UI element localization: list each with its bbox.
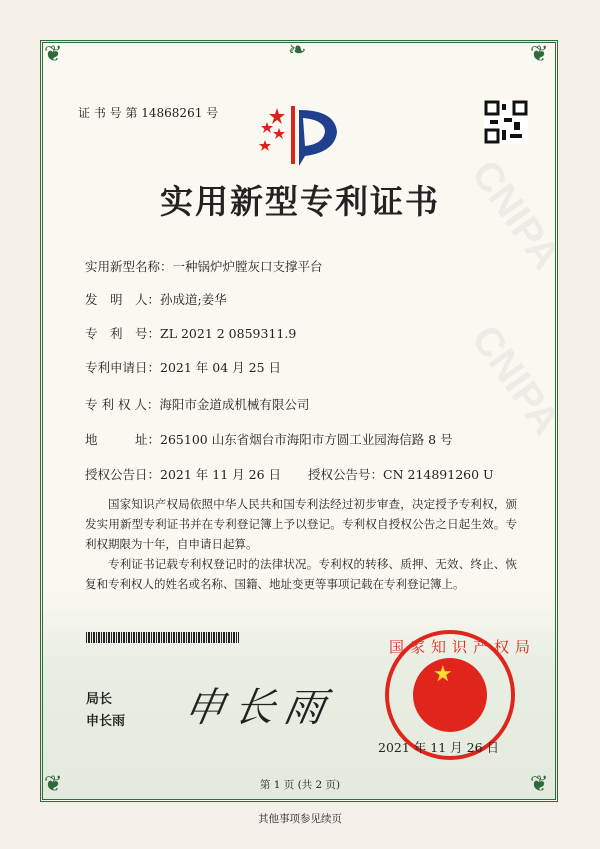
- field-label: 专利申请日：: [85, 360, 161, 375]
- cnipa-logo-icon: [255, 100, 350, 170]
- field-label: 授权公告号：: [308, 467, 384, 482]
- field-label: 地 址：: [85, 432, 161, 447]
- field-grant-date: [85, 465, 281, 483]
- star-icon: ★: [433, 662, 453, 687]
- field-inventor: [85, 290, 227, 308]
- field-label: 专 利 权 人：: [85, 397, 160, 412]
- field-label: 发 明 人：: [85, 292, 161, 307]
- legal-status-statement: 专利证书记载专利权登记时的法律状况。专利权的转移、质押、无效、终止、恢复和专利权人的姓名或名称、国籍、地址变更等事项记载在专利登记簿上。: [85, 557, 517, 591]
- field-value: 265100 山东省烟台市海阳市方圆工业园海信路 8 号: [160, 432, 453, 447]
- field-value: CN 214891260 U: [383, 467, 494, 482]
- watermark: CNIPA: [462, 152, 569, 278]
- grant-statement: 国家知识产权局依照中华人民共和国专利法经过初步审查，决定授予专利权，颁发实用新型专利证书并在专利登记簿上予以登记。专利权自授权公告之日起生效。专利权期限为十年，自申请日起算。: [85, 497, 517, 551]
- director-name: 申长雨: [86, 714, 126, 729]
- field-value: 2021 年 11 月 26 日: [160, 467, 282, 482]
- field-patent-number: [85, 324, 296, 342]
- corner-ornament-icon: ❦: [530, 42, 549, 67]
- seal-date: 2021 年 11 月 26 日: [378, 740, 499, 755]
- field-value: 孙成道;姜华: [160, 292, 227, 307]
- director-signature: 申长雨: [180, 685, 339, 731]
- page-title: 实用新型专利证书: [160, 182, 440, 221]
- corner-ornament-icon: ❦: [44, 42, 63, 67]
- field-label: 专 利 号：: [85, 326, 161, 341]
- field-value: 海阳市金道成机械有限公司: [159, 397, 310, 412]
- corner-ornament-icon: ❦: [44, 772, 63, 797]
- page-number: 第 1 页 (共 2 页): [259, 779, 341, 791]
- field-value: ZL 2021 2 0859311.9: [160, 326, 297, 341]
- field-patentee: [85, 395, 309, 413]
- top-ornament-icon: ❧: [288, 38, 307, 63]
- seal-text: 国家知识产权局: [389, 638, 537, 656]
- certificate-number: 证 书 号 第 14868261 号: [78, 106, 219, 120]
- barcode: [86, 632, 239, 643]
- qr-code-icon: [484, 100, 528, 144]
- corner-ornament-icon: ❦: [530, 772, 549, 797]
- field-grant-number: [308, 465, 494, 483]
- field-label: 授权公告日：: [85, 467, 161, 482]
- field-value: 一种锅炉炉膛灰口支撑平台: [172, 259, 323, 274]
- watermark: CNIPA: [462, 317, 569, 443]
- director-title: 局长: [86, 692, 113, 707]
- field-value: 2021 年 04 月 25 日: [160, 360, 282, 375]
- field-label: 实用新型名称：: [85, 259, 173, 274]
- field-utility-model-name: [85, 257, 323, 275]
- field-address: [85, 430, 453, 448]
- field-application-date: [85, 358, 281, 376]
- footer-note: 其他事项参见续页: [258, 813, 342, 825]
